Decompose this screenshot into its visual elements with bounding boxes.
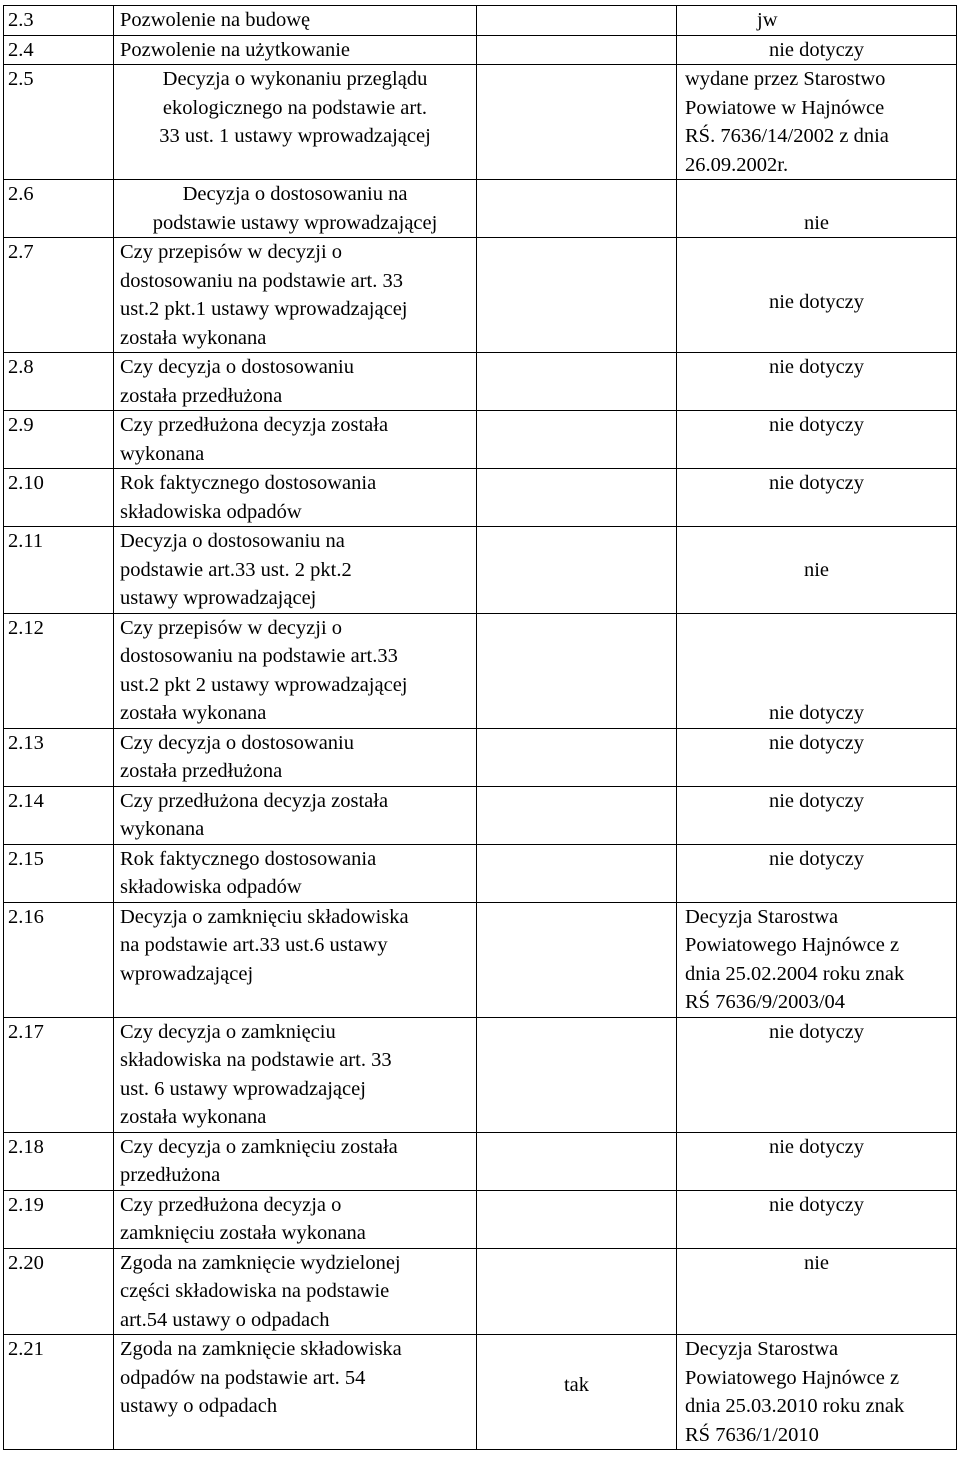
row-middle-cell [477, 65, 677, 180]
table-row [4, 180, 957, 238]
row-number: 2.8 [4, 353, 114, 411]
row-value: nie dotyczy [677, 411, 957, 469]
row-middle-cell [477, 35, 677, 65]
row-number: 2.17 [4, 1017, 114, 1132]
row-middle-cell [477, 728, 677, 786]
row-value: Decyzja Starostwa Powiatowego Hajnówce z dnia 25.03.2010 roku znak RŚ 7636/1/2010 [677, 1335, 957, 1450]
row-middle-cell [477, 1248, 677, 1335]
table-row [4, 527, 957, 614]
row-description: Czy decyzja o zamknięciu została przedłużona [114, 1132, 477, 1190]
row-middle-cell: tak [477, 1335, 677, 1450]
table-row [4, 844, 957, 902]
row-value: nie [677, 180, 957, 238]
row-description: Czy decyzja o dostosowaniu została przedłużona [114, 728, 477, 786]
row-description: Rok faktycznego dostosowania składowiska odpadów [114, 469, 477, 527]
row-number: 2.7 [4, 238, 114, 353]
row-number: 2.12 [4, 613, 114, 728]
row-number: 2.5 [4, 65, 114, 180]
row-value: nie dotyczy [677, 613, 957, 728]
row-middle-cell [477, 527, 677, 614]
row-value: nie dotyczy [677, 1017, 957, 1132]
row-description: Czy przedłużona decyzja została wykonana [114, 411, 477, 469]
row-middle-cell [477, 238, 677, 353]
table-row [4, 786, 957, 844]
table-row [4, 728, 957, 786]
row-value: wydane przez Starostwo Powiatowe w Hajnówce RŚ. 7636/14/2002 z dnia 26.09.2002r. [677, 65, 957, 180]
row-value: nie [677, 1248, 957, 1335]
row-value: nie dotyczy [677, 844, 957, 902]
row-description: Decyzja o zamknięciu składowiska na podstawie art.33 ust.6 ustawy wprowadzającej [114, 902, 477, 1017]
table-row [4, 1248, 957, 1335]
row-middle-cell [477, 902, 677, 1017]
row-number: 2.13 [4, 728, 114, 786]
row-description: Pozwolenie na użytkowanie [114, 35, 477, 65]
row-middle-cell [477, 844, 677, 902]
row-number: 2.21 [4, 1335, 114, 1450]
row-value: nie dotyczy [677, 238, 957, 353]
row-number: 2.15 [4, 844, 114, 902]
row-number: 2.6 [4, 180, 114, 238]
row-middle-cell [477, 1132, 677, 1190]
row-number: 2.18 [4, 1132, 114, 1190]
table-row [4, 353, 957, 411]
row-description: Czy przedłużona decyzja o zamknięciu została wykonana [114, 1190, 477, 1248]
row-description: Pozwolenie na budowę [114, 6, 477, 36]
row-number: 2.4 [4, 35, 114, 65]
row-number: 2.20 [4, 1248, 114, 1335]
row-number: 2.10 [4, 469, 114, 527]
row-middle-cell [477, 1017, 677, 1132]
table-row [4, 1017, 957, 1132]
row-value: nie dotyczy [677, 1190, 957, 1248]
table-row [4, 1335, 957, 1450]
row-number: 2.14 [4, 786, 114, 844]
document-table [3, 5, 957, 1450]
row-value: nie dotyczy [677, 728, 957, 786]
row-number: 2.9 [4, 411, 114, 469]
row-value: Decyzja Starostwa Powiatowego Hajnówce z dnia 25.02.2004 roku znak RŚ 7636/9/2003/04 [677, 902, 957, 1017]
row-description: Czy decyzja o dostosowaniu została przedłużona [114, 353, 477, 411]
row-number: 2.3 [4, 6, 114, 36]
table-row [4, 1132, 957, 1190]
row-value: nie dotyczy [677, 786, 957, 844]
row-middle-cell [477, 180, 677, 238]
row-middle-cell [477, 411, 677, 469]
row-value: nie dotyczy [677, 469, 957, 527]
row-value: nie dotyczy [677, 353, 957, 411]
row-description: Decyzja o dostosowaniu na podstawie art.33 ust. 2 pkt.2 ustawy wprowadzającej [114, 527, 477, 614]
row-middle-cell [477, 6, 677, 36]
row-description: Zgoda na zamknięcie składowiska odpadów na podstawie art. 54 ustawy o odpadach [114, 1335, 477, 1450]
row-number: 2.19 [4, 1190, 114, 1248]
row-description: Czy przedłużona decyzja została wykonana [114, 786, 477, 844]
row-description: Zgoda na zamknięcie wydzielonej części składowiska na podstawie art.54 ustawy o odpadach [114, 1248, 477, 1335]
row-middle-cell [477, 469, 677, 527]
row-description: Czy decyzja o zamknięciu składowiska na podstawie art. 33 ust. 6 ustawy wprowadzającej została wykonana [114, 1017, 477, 1132]
row-description: Decyzja o wykonaniu przeglądu ekologicznego na podstawie art. 33 ust. 1 ustawy wprowadzającej [114, 65, 477, 180]
table-row [4, 238, 957, 353]
table-row [4, 6, 957, 36]
table-row [4, 411, 957, 469]
table-row [4, 1190, 957, 1248]
row-description: Czy przepisów w decyzji o dostosowaniu na podstawie art. 33 ust.2 pkt.1 ustawy wprowadzającej została wykonana [114, 238, 477, 353]
row-description: Decyzja o dostosowaniu na podstawie ustawy wprowadzającej [114, 180, 477, 238]
row-middle-cell [477, 353, 677, 411]
table-row [4, 469, 957, 527]
row-value: nie dotyczy [677, 1132, 957, 1190]
row-middle-cell [477, 613, 677, 728]
row-description: Rok faktycznego dostosowania składowiska odpadów [114, 844, 477, 902]
table-row [4, 902, 957, 1017]
row-number: 2.11 [4, 527, 114, 614]
row-value: jw [677, 6, 957, 36]
table-row [4, 613, 957, 728]
table-row [4, 65, 957, 180]
row-middle-cell [477, 1190, 677, 1248]
row-number: 2.16 [4, 902, 114, 1017]
row-value: nie [677, 527, 957, 614]
row-middle-cell [477, 786, 677, 844]
row-description: Czy przepisów w decyzji o dostosowaniu na podstawie art.33 ust.2 pkt 2 ustawy wprowadzającej została wykonana [114, 613, 477, 728]
table-row [4, 35, 957, 65]
row-value: nie dotyczy [677, 35, 957, 65]
